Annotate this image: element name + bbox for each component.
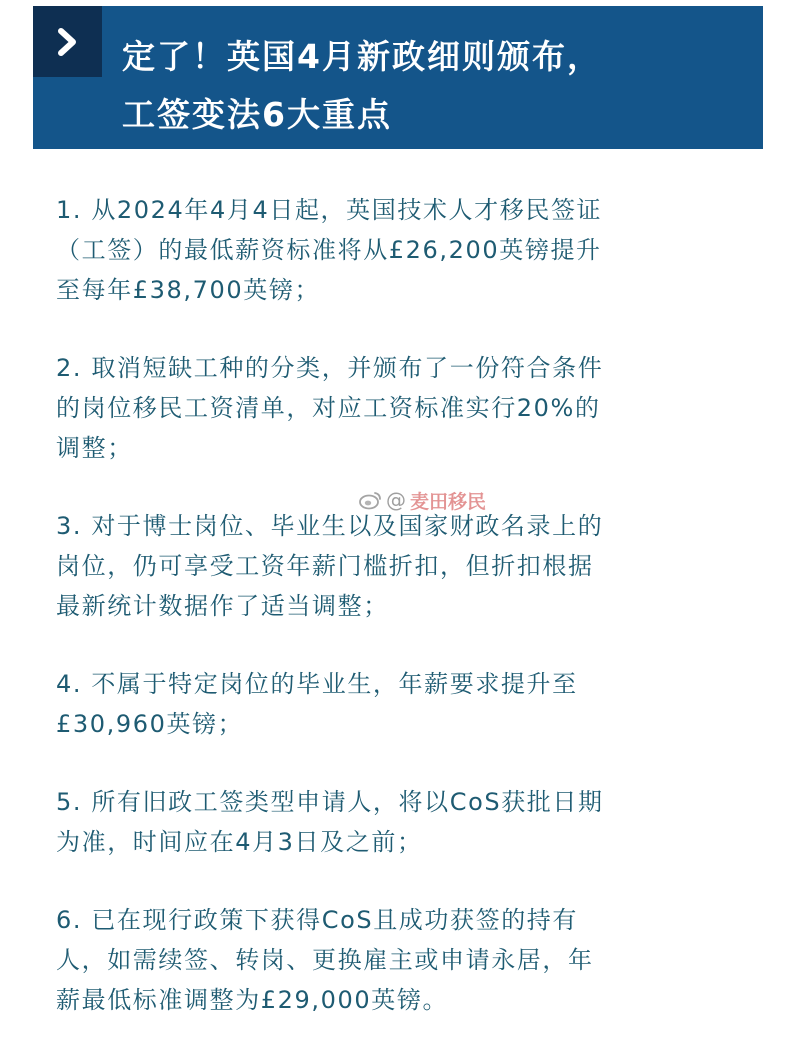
- page-title: [122, 28, 752, 144]
- policy-item-5: [56, 782, 756, 862]
- item-line: 调整；: [56, 434, 133, 462]
- watermark: [358, 483, 486, 517]
- item-line: 5. 所有旧政工签类型申请人，将以CoS获批日期: [56, 788, 604, 816]
- policy-item-3: [56, 506, 756, 626]
- item-line: £30,960英镑；: [56, 710, 244, 738]
- item-line: 至每年£38,700英镑；: [56, 276, 321, 304]
- item-line: 薪最低标准调整为£29,000英镑。: [56, 986, 449, 1014]
- chevron-badge: [33, 6, 102, 77]
- watermark-at: @: [386, 488, 406, 512]
- item-line: 3. 对于博士岗位、毕业生以及国家财政名录上的: [56, 512, 604, 540]
- chevron-right-icon: [33, 6, 102, 77]
- item-line: 2. 取消短缺工种的分类，并颁布了一份符合条件: [56, 354, 604, 382]
- policy-item-4: [56, 664, 756, 744]
- item-line: （工签）的最低薪资标准将从£26,200英镑提升: [56, 236, 602, 264]
- item-line: 岗位，仍可享受工资年薪门槛折扣，但折扣根据: [56, 552, 594, 580]
- item-line: 1. 从2024年4月4日起，英国技术人才移民签证: [56, 196, 603, 224]
- item-line: 的岗位移民工资清单，对应工资标准实行20%的: [56, 394, 601, 422]
- policy-item-6: [56, 900, 756, 1020]
- item-line: 6. 已在现行政策下获得CoS且成功获签的持有: [56, 906, 579, 934]
- item-line: 4. 不属于特定岗位的毕业生，年薪要求提升至: [56, 670, 578, 698]
- weibo-logo-icon: [358, 490, 382, 510]
- item-line: 最新统计数据作了适当调整；: [56, 592, 389, 620]
- watermark-text: 麦田移民: [410, 490, 487, 513]
- item-line: 为准，时间应在4月3日及之前；: [56, 828, 423, 856]
- title-line-1: 定了！英国4月新政细则颁布，: [122, 37, 602, 76]
- policy-item-2: [56, 348, 756, 468]
- policy-list: [56, 190, 756, 1058]
- item-line: 人，如需续签、转岗、更换雇主或申请永居，年: [56, 946, 594, 974]
- title-line-2: 工签变法6大重点: [122, 95, 392, 134]
- policy-item-1: [56, 190, 756, 310]
